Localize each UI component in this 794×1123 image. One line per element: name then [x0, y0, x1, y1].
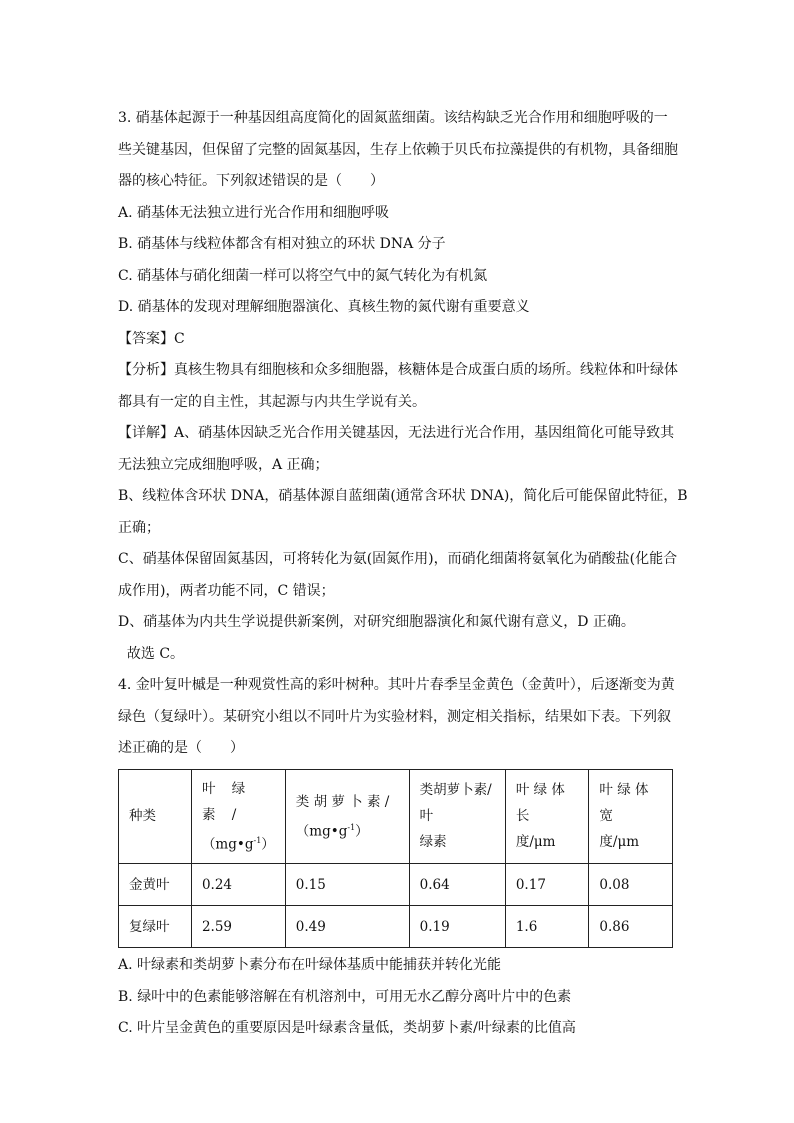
q3-detail-line-8: 故选 C。 — [118, 645, 185, 662]
header-carotenoid-top: 类 胡 萝 卜 素 / — [295, 793, 390, 810]
header-chlorophyll-unit: $(mg•g^{-1})$ — [201, 835, 275, 852]
q3-detail-line-7: D、硝基体为内共生学说提供新案例，对研究细胞器演化和氮代谢有意义，D 正确。 — [118, 614, 635, 630]
q4-stem-line-2: 绿色（复绿叶）。某研究小组以不同叶片为实验材料，测定相关指标，结果如下表。下列叙 — [118, 708, 671, 725]
q3-analysis-line-2: 都具有一定的自主性，其起源与内共生学说有关。 — [118, 393, 426, 410]
q4-option-b: B. 绿叶中的色素能够溶解在有机溶剂中，可用无水乙醇分离叶片中的色素 — [118, 988, 572, 1005]
q3-analysis-line-1: 【分析】真核生物具有细胞核和众多细胞器，核糖体是合成蛋白质的场所。线粒体和叶绿体 — [118, 362, 678, 378]
q3-answer: 【答案】C — [118, 330, 185, 347]
q4-stem-line-3: 述正确的是（ ） — [118, 740, 244, 756]
q4-stem-line-1: 4. 金叶复叶槭是一种观赏性高的彩叶树种。其叶片春季呈金黄色（金黄叶），后逐渐变为黄 — [118, 677, 675, 693]
table-row — [119, 906, 673, 948]
row-chlorophyll: 0.24 — [191, 864, 285, 906]
q3-detail-line-3: B、线粒体含环状 DNA，硝基体源自蓝细菌(通常含环状 DNA)，简化后可能保留此特征，B — [118, 488, 688, 504]
header-cell-carotenoid — [285, 769, 409, 864]
row-width: 0.86 — [589, 906, 673, 948]
row-carotenoid: 0.15 — [285, 864, 409, 906]
row-width: 0.08 — [589, 864, 673, 906]
question-3 — [118, 103, 688, 670]
row-name: 金黄叶 — [119, 864, 192, 906]
q4-option-c: C. 叶片呈金黄色的重要原因是叶绿素含量低，类胡萝卜素/叶绿素的比值高 — [118, 1020, 576, 1036]
question-4 — [118, 670, 678, 1045]
q3-stem-line-1: 3. 硝基体起源于一种基因组高度简化的固氮蓝细菌。该结构缺乏光合作用和细胞呼吸的一 — [118, 110, 668, 126]
q3-detail-line-1: 【详解】A、硝基体因缺乏光合作用关键基因，无法进行光合作用，基因组简化可能导致其 — [118, 425, 675, 441]
header-cell-length — [505, 769, 589, 864]
header-width-top: 叶 绿 体 宽 — [599, 782, 649, 825]
row-length: 0.17 — [505, 864, 589, 906]
header-carotenoid-unit: $(mg•g^{-1})$ — [295, 822, 369, 839]
row-name: 复绿叶 — [119, 906, 192, 948]
header-cell-type — [119, 769, 192, 864]
q3-detail-line-5: C、硝基体保留固氮基因，可将转化为氨(固氮作用)，而硝化细菌将氨氧化为硝酸盐(化能合 — [118, 551, 678, 567]
q3-option-c: C. 硝基体与硝化细菌一样可以将空气中的氮气转化为有机氮 — [118, 267, 488, 284]
q3-stem-line-2: 些关键基因，但保留了完整的固氮基因，生存上依赖于贝氏布拉藻提供的有机物，具备细胞 — [118, 141, 678, 158]
q4-option-a: A. 叶绿素和类胡萝卜素分布在叶绿体基质中能捕获并转化光能 — [118, 957, 502, 973]
q3-option-b: B. 硝基体与线粒体都含有相对独立的环状 DNA 分子 — [118, 236, 446, 252]
row-ratio: 0.64 — [409, 864, 505, 906]
header-chlorophyll-top: 叶 绿 素 / — [201, 780, 252, 823]
header-cell-ratio — [409, 769, 505, 864]
header-type-label: 种类 — [129, 808, 156, 825]
header-cell-width — [589, 769, 673, 864]
header-cell-chlorophyll — [191, 769, 285, 864]
row-length: 1.6 — [505, 906, 589, 948]
q3-detail-line-6: 成作用)，两者功能不同，C 错误； — [118, 582, 335, 599]
q4-data-table — [118, 769, 673, 949]
header-length-top: 叶 绿 体 长 — [515, 782, 565, 825]
header-ratio-bottom: 绿素 — [419, 834, 447, 851]
document-page — [118, 103, 688, 1045]
q3-stem-line-3: 器的核心特征。下列叙述错误的是（ ） — [118, 173, 384, 189]
row-chlorophyll: 2.59 — [191, 906, 285, 948]
header-length-bottom: 度/μm — [515, 834, 556, 851]
row-ratio: 0.19 — [409, 906, 505, 948]
table-header-row — [119, 769, 673, 864]
table-row — [119, 864, 673, 906]
q3-detail-line-2: 无法独立完成细胞呼吸，A 正确； — [118, 456, 329, 473]
row-carotenoid: 0.49 — [285, 906, 409, 948]
header-ratio-top: 类胡萝卜素/叶 — [419, 782, 492, 825]
q3-option-a: A. 硝基体无法独立进行光合作用和细胞呼吸 — [118, 204, 390, 221]
q3-detail-line-4: 正确； — [118, 519, 160, 536]
q3-option-d: D. 硝基体的发现对理解细胞器演化、真核生物的氮代谢有重要意义 — [118, 299, 530, 315]
header-width-bottom: 度/μm — [599, 834, 640, 851]
